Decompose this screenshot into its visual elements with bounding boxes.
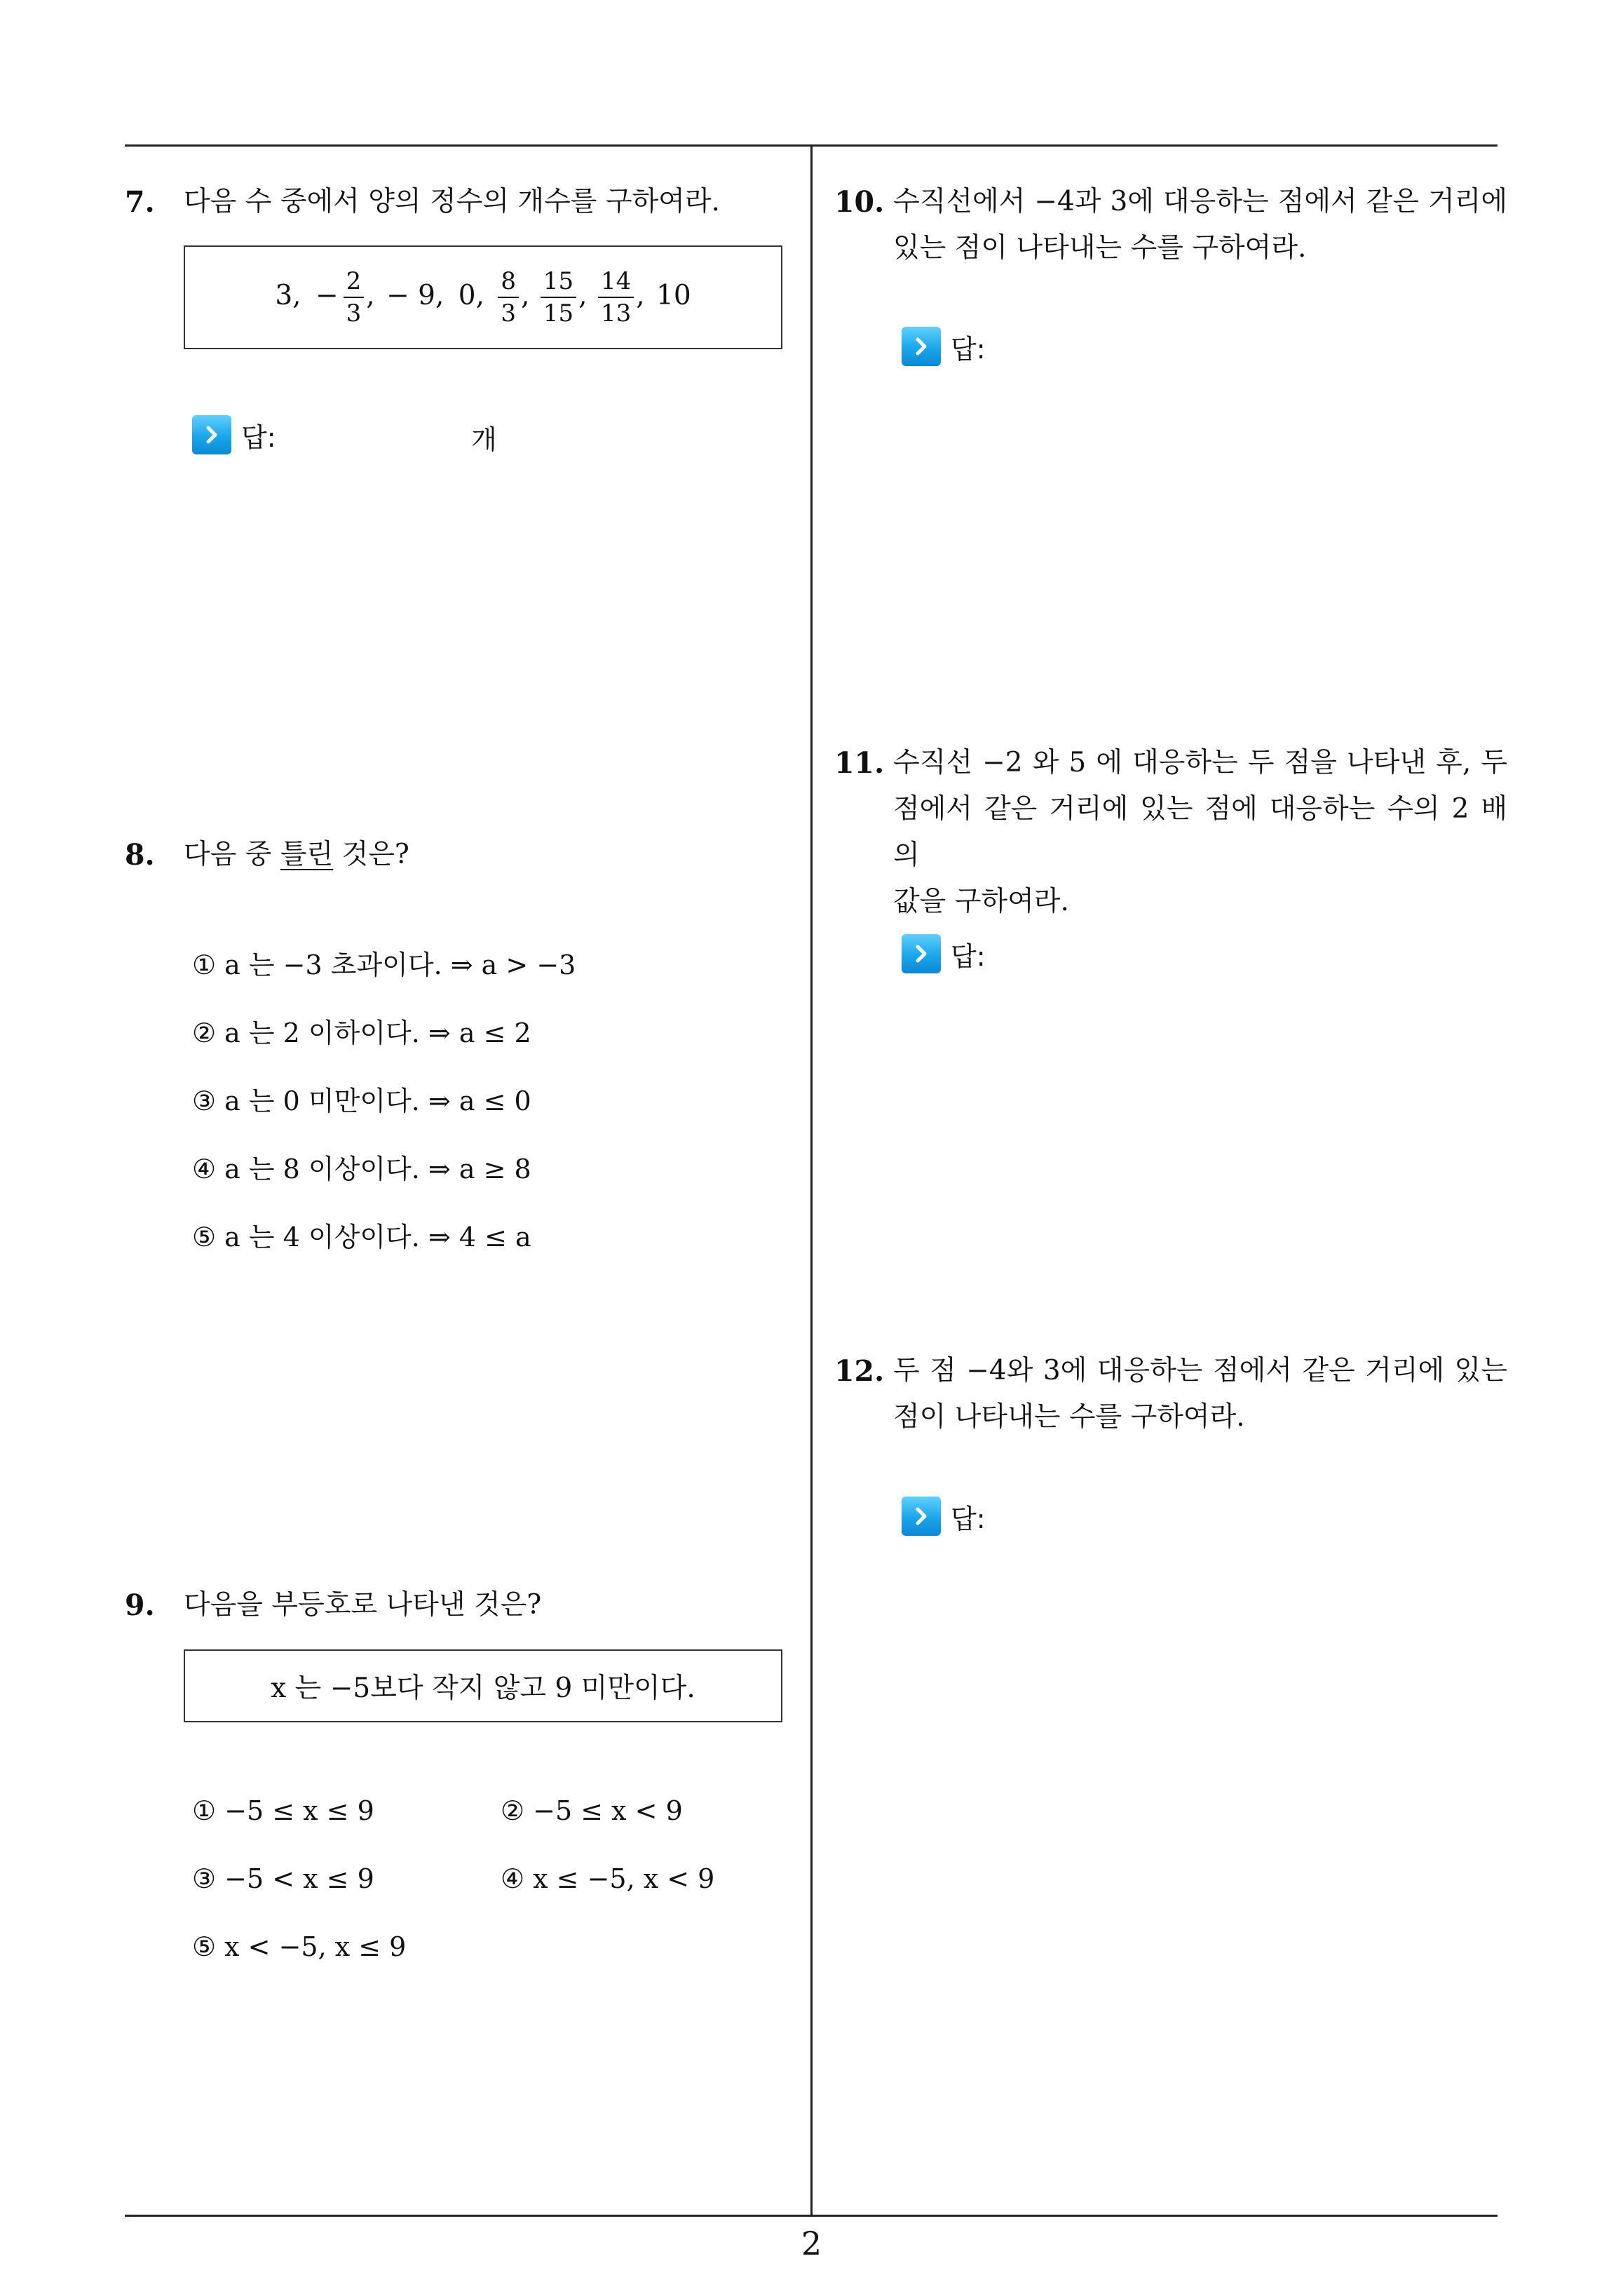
answer-field-10[interactable]	[902, 327, 986, 366]
list-item: −	[315, 280, 339, 311]
answer-label: 답:	[951, 333, 986, 365]
number-list: 3, − $\frac{2}{3}$ , − 9, 0, $\frac{8}{3}$ , $\frac{15}{15}$ , $\frac{14}{13}$ , 10	[275, 267, 691, 327]
question-text: 수직선 −2 와 5 에 대응하는 두 점을 나타낸 후, 두 점에서 같은 거리에 있는 점에 대응하는 수의 2 배의 값을 구하여라.	[893, 747, 1507, 917]
question-number: 7.	[125, 185, 155, 219]
answer-field-12[interactable]	[902, 1497, 986, 1536]
chevron-right-icon	[902, 327, 941, 366]
question-number: 8.	[125, 838, 155, 872]
option-5[interactable]: ⑤ x < −5, x ≤ 9	[192, 1931, 407, 1962]
option-1[interactable]: ① a 는 −3 초과이다. ⇒ a > −3	[192, 950, 576, 980]
list-item: − 9,	[386, 280, 444, 311]
answer-label: 답:	[951, 1503, 986, 1534]
option-4[interactable]: ④ a 는 8 이상이다. ⇒ a ≥ 8	[192, 1154, 531, 1184]
column-divider	[810, 144, 813, 2217]
question-text: 다음을 부등호로 나타낸 것은?	[184, 1589, 542, 1621]
question-number: 11.	[834, 746, 885, 780]
option-2[interactable]: ② −5 ≤ x < 9	[501, 1795, 683, 1826]
question-number: 10.	[834, 185, 885, 219]
answer-field-11[interactable]	[902, 934, 986, 973]
underlined-word: 틀린	[280, 839, 334, 870]
list-item: 3,	[275, 280, 301, 311]
fraction: $\frac{14}{13}$	[598, 267, 634, 327]
list-item: 10	[656, 280, 691, 311]
question-number: 12.	[834, 1354, 885, 1388]
answer-label: 답:	[241, 421, 276, 453]
list-item: 0,	[458, 280, 485, 311]
option-2[interactable]: ② a 는 2 이하이다. ⇒ a ≤ 2	[192, 1018, 531, 1048]
number-list-box	[184, 245, 782, 349]
bottom-rule	[125, 2215, 1498, 2217]
fraction: $\frac{2}{3}$	[344, 267, 365, 327]
page-number: 2	[801, 2224, 822, 2262]
option-1[interactable]: ① −5 ≤ x ≤ 9	[192, 1795, 374, 1826]
answer-unit: 개	[471, 424, 497, 455]
option-3[interactable]: ③ a 는 0 미만이다. ⇒ a ≤ 0	[192, 1086, 531, 1116]
answer-field-7[interactable]	[192, 415, 276, 454]
answer-label: 답:	[951, 940, 986, 972]
question-number: 9.	[125, 1588, 155, 1622]
condition-text: x 는 −5보다 작지 않고 9 미만이다.	[271, 1673, 695, 1704]
chevron-right-icon	[192, 415, 231, 454]
condition-box	[184, 1649, 782, 1722]
option-5[interactable]: ⑤ a 는 4 이상이다. ⇒ 4 ≤ a	[192, 1222, 531, 1252]
fraction: $\frac{15}{15}$	[541, 267, 576, 327]
question-text: 다음 중 틀린 것은?	[184, 839, 409, 870]
chevron-right-icon	[902, 934, 941, 973]
option-3[interactable]: ③ −5 < x ≤ 9	[192, 1863, 374, 1894]
question-text: 두 점 −4와 3에 대응하는 점에서 같은 거리에 있는 점이 나타내는 수를 구하여라.	[893, 1355, 1507, 1433]
fraction: $\frac{8}{3}$	[498, 267, 519, 327]
question-text: 수직선에서 −4과 3에 대응하는 점에서 같은 거리에 있는 점이 나타내는 수를 구하여라.	[893, 186, 1507, 264]
option-4[interactable]: ④ x ≤ −5, x < 9	[501, 1863, 715, 1894]
chevron-right-icon	[902, 1497, 941, 1536]
question-text: 다음 수 중에서 양의 정수의 개수를 구하여라.	[184, 186, 720, 217]
